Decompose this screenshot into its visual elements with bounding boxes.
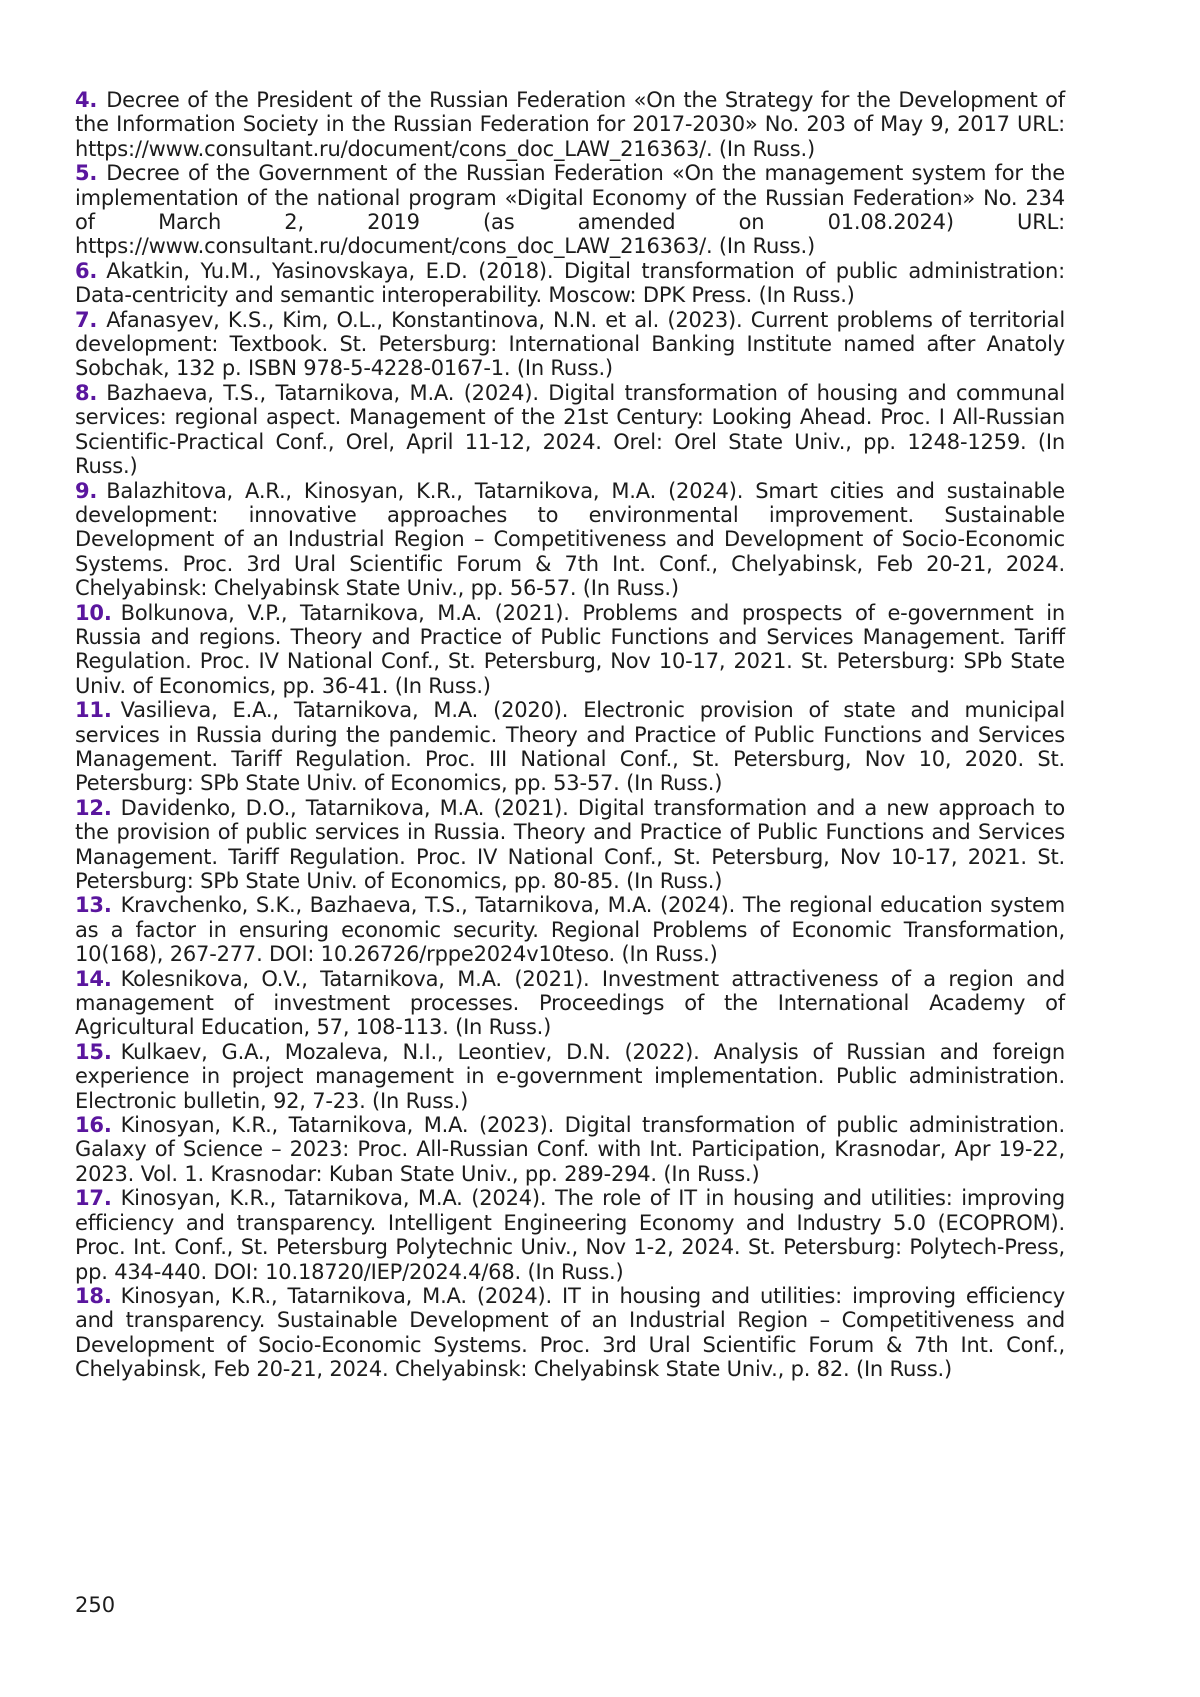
reference-number: 12. — [75, 796, 112, 820]
reference-text: Kolesnikova, O.V., Tatarnikova, M.A. (2021). Investment attractiveness of a region and management of investment processes. Proceedings of the International Academy of Agricultural Education, 57, 108-113. (In Russ.) — [75, 967, 1065, 1040]
reference-text: Decree of the Government of the Russian Federation «On the management system for the implementation of the national program «Digital Economy of the Russian Federation» No. 234 of March 2, 2019 (as amended on 01.08.2024) URL: https://www.consultant.ru/document/cons_doc_LAW_216363/. (In Russ.) — [75, 161, 1065, 258]
reference-text: Kinosyan, K.R., Tatarnikova, M.A. (2024). The role of IT in housing and utilities: improving efficiency and transparency. Intelligent Engineering Economy and Industry 5.0 (ECOPROM). Proc. Int. Conf., St. Petersburg Polytechnic Univ., Nov 1-2, 2024. St. Petersburg: Polytech-Press, pp. 434-440. DOI: 10.18720/IEP/2024.4/68. (In Russ.) — [75, 1186, 1065, 1283]
reference-text: Afanasyev, K.S., Kim, O.L., Konstantinova, N.N. et al. (2023). Current problems of territorial development: Textbook. St. Petersburg: International Banking Institute named after Anatoly Sobchak, 132 p. ISBN 978-5-4228-0167-1. (In Russ.) — [75, 308, 1065, 381]
reference-number: 10. — [75, 601, 112, 625]
page-number: 250 — [75, 1593, 115, 1617]
reference-item — [75, 1186, 1065, 1284]
reference-list — [75, 88, 1065, 1382]
reference-text: Bolkunova, V.P., Tatarnikova, M.A. (2021). Problems and prospects of e-government in Russia and regions. Theory and Practice of Public Functions and Services Management. Tariff Regulation. Proc. IV National Conf., St. Petersburg, Nov 10-17, 2021. St. Petersburg: SPb State Univ. of Economics, pp. 36-41. (In Russ.) — [75, 601, 1065, 698]
reference-number: 5. — [75, 161, 97, 185]
reference-text: Kravchenko, S.K., Bazhaeva, T.S., Tatarnikova, M.A. (2024). The regional education system as a factor in ensuring economic security. Regional Problems of Economic Transformation, 10(168), 267-277. DOI: 10.26726/rppe2024v10teso. (In Russ.) — [75, 893, 1065, 966]
reference-number: 16. — [75, 1113, 112, 1137]
reference-item — [75, 381, 1065, 479]
reference-text: Vasilieva, E.A., Tatarnikova, M.A. (2020). Electronic provision of state and municipal services in Russia during the pandemic. Theory and Practice of Public Functions and Services Management. Tariff Regulation. Proc. III National Conf., St. Petersburg, Nov 10, 2020. St. Petersburg: SPb State Univ. of Economics, pp. 53-57. (In Russ.) — [75, 698, 1065, 795]
reference-text: Davidenko, D.O., Tatarnikova, M.A. (2021). Digital transformation and a new approach to the provision of public services in Russia. Theory and Practice of Public Functions and Services Management. Tariff Regulation. Proc. IV National Conf., St. Petersburg, Nov 10-17, 2021. St. Petersburg: SPb State Univ. of Economics, pp. 80-85. (In Russ.) — [75, 796, 1065, 893]
reference-number: 15. — [75, 1040, 112, 1064]
reference-item — [75, 893, 1065, 966]
reference-text: Decree of the President of the Russian Federation «On the Strategy for the Development of the Information Society in the Russian Federation for 2017-2030» No. 203 of May 9, 2017 URL: https://www.consultant.ru/document/cons_doc_LAW_216363/. (In Russ.) — [75, 88, 1065, 161]
reference-text: Kinosyan, K.R., Tatarnikova, M.A. (2023). Digital transformation of public administration. Galaxy of Science – 2023: Proc. All-Russian Conf. with Int. Participation, Krasnodar, Apr 19-22, 2023. Vol. 1. Krasnodar: Kuban State Univ., pp. 289-294. (In Russ.) — [75, 1113, 1065, 1186]
reference-text: Kulkaev, G.A., Mozaleva, N.I., Leontiev, D.N. (2022). Analysis of Russian and foreign experience in project management in e-government implementation. Public administration. Electronic bulletin, 92, 7-23. (In Russ.) — [75, 1040, 1065, 1113]
reference-number: 11. — [75, 698, 112, 722]
reference-number: 9. — [75, 479, 97, 503]
reference-item — [75, 1284, 1065, 1382]
reference-text: Bazhaeva, T.S., Tatarnikova, M.A. (2024). Digital transformation of housing and communal services: regional aspect. Management of the 21st Century: Looking Ahead. Proc. I All-Russian Scientific-Practical Conf., Orel, April 11-12, 2024. Orel: Orel State Univ., pp. 1248-1259. (In Russ.) — [75, 381, 1065, 478]
reference-item — [75, 796, 1065, 894]
reference-number: 13. — [75, 893, 112, 917]
reference-number: 4. — [75, 88, 97, 112]
reference-item — [75, 1113, 1065, 1186]
reference-number: 17. — [75, 1186, 112, 1210]
reference-item — [75, 308, 1065, 381]
reference-item — [75, 88, 1065, 161]
reference-number: 8. — [75, 381, 97, 405]
reference-number: 7. — [75, 308, 97, 332]
reference-text: Kinosyan, K.R., Tatarnikova, M.A. (2024). IT in housing and utilities: improving efficiency and transparency. Sustainable Development of an Industrial Region – Competitiveness and Development of Socio-Economic Systems. Proc. 3rd Ural Scientific Forum & 7th Int. Conf., Chelyabinsk, Feb 20-21, 2024. Chelyabinsk: Chelyabinsk State Univ., p. 82. (In Russ.) — [75, 1284, 1065, 1381]
reference-item — [75, 1040, 1065, 1113]
reference-item — [75, 479, 1065, 601]
reference-item — [75, 601, 1065, 699]
reference-text: Akatkin, Yu.M., Yasinovskaya, E.D. (2018). Digital transformation of public administration: Data-centricity and semantic interoperability. Moscow: DPK Press. (In Russ.) — [75, 259, 1065, 307]
reference-number: 18. — [75, 1284, 112, 1308]
reference-item — [75, 698, 1065, 796]
reference-number: 6. — [75, 259, 97, 283]
reference-number: 14. — [75, 967, 112, 991]
reference-item — [75, 259, 1065, 308]
reference-item — [75, 967, 1065, 1040]
reference-item — [75, 161, 1065, 259]
reference-text: Balazhitova, A.R., Kinosyan, K.R., Tatarnikova, M.A. (2024). Smart cities and sustainable development: innovative approaches to environmental improvement. Sustainable Development of an Industrial Region – Competitiveness and Development of Socio-Economic Systems. Proc. 3rd Ural Scientific Forum & 7th Int. Conf., Chelyabinsk, Feb 20-21, 2024. Chelyabinsk: Chelyabinsk State Univ., pp. 56-57. (In Russ.) — [75, 479, 1065, 601]
